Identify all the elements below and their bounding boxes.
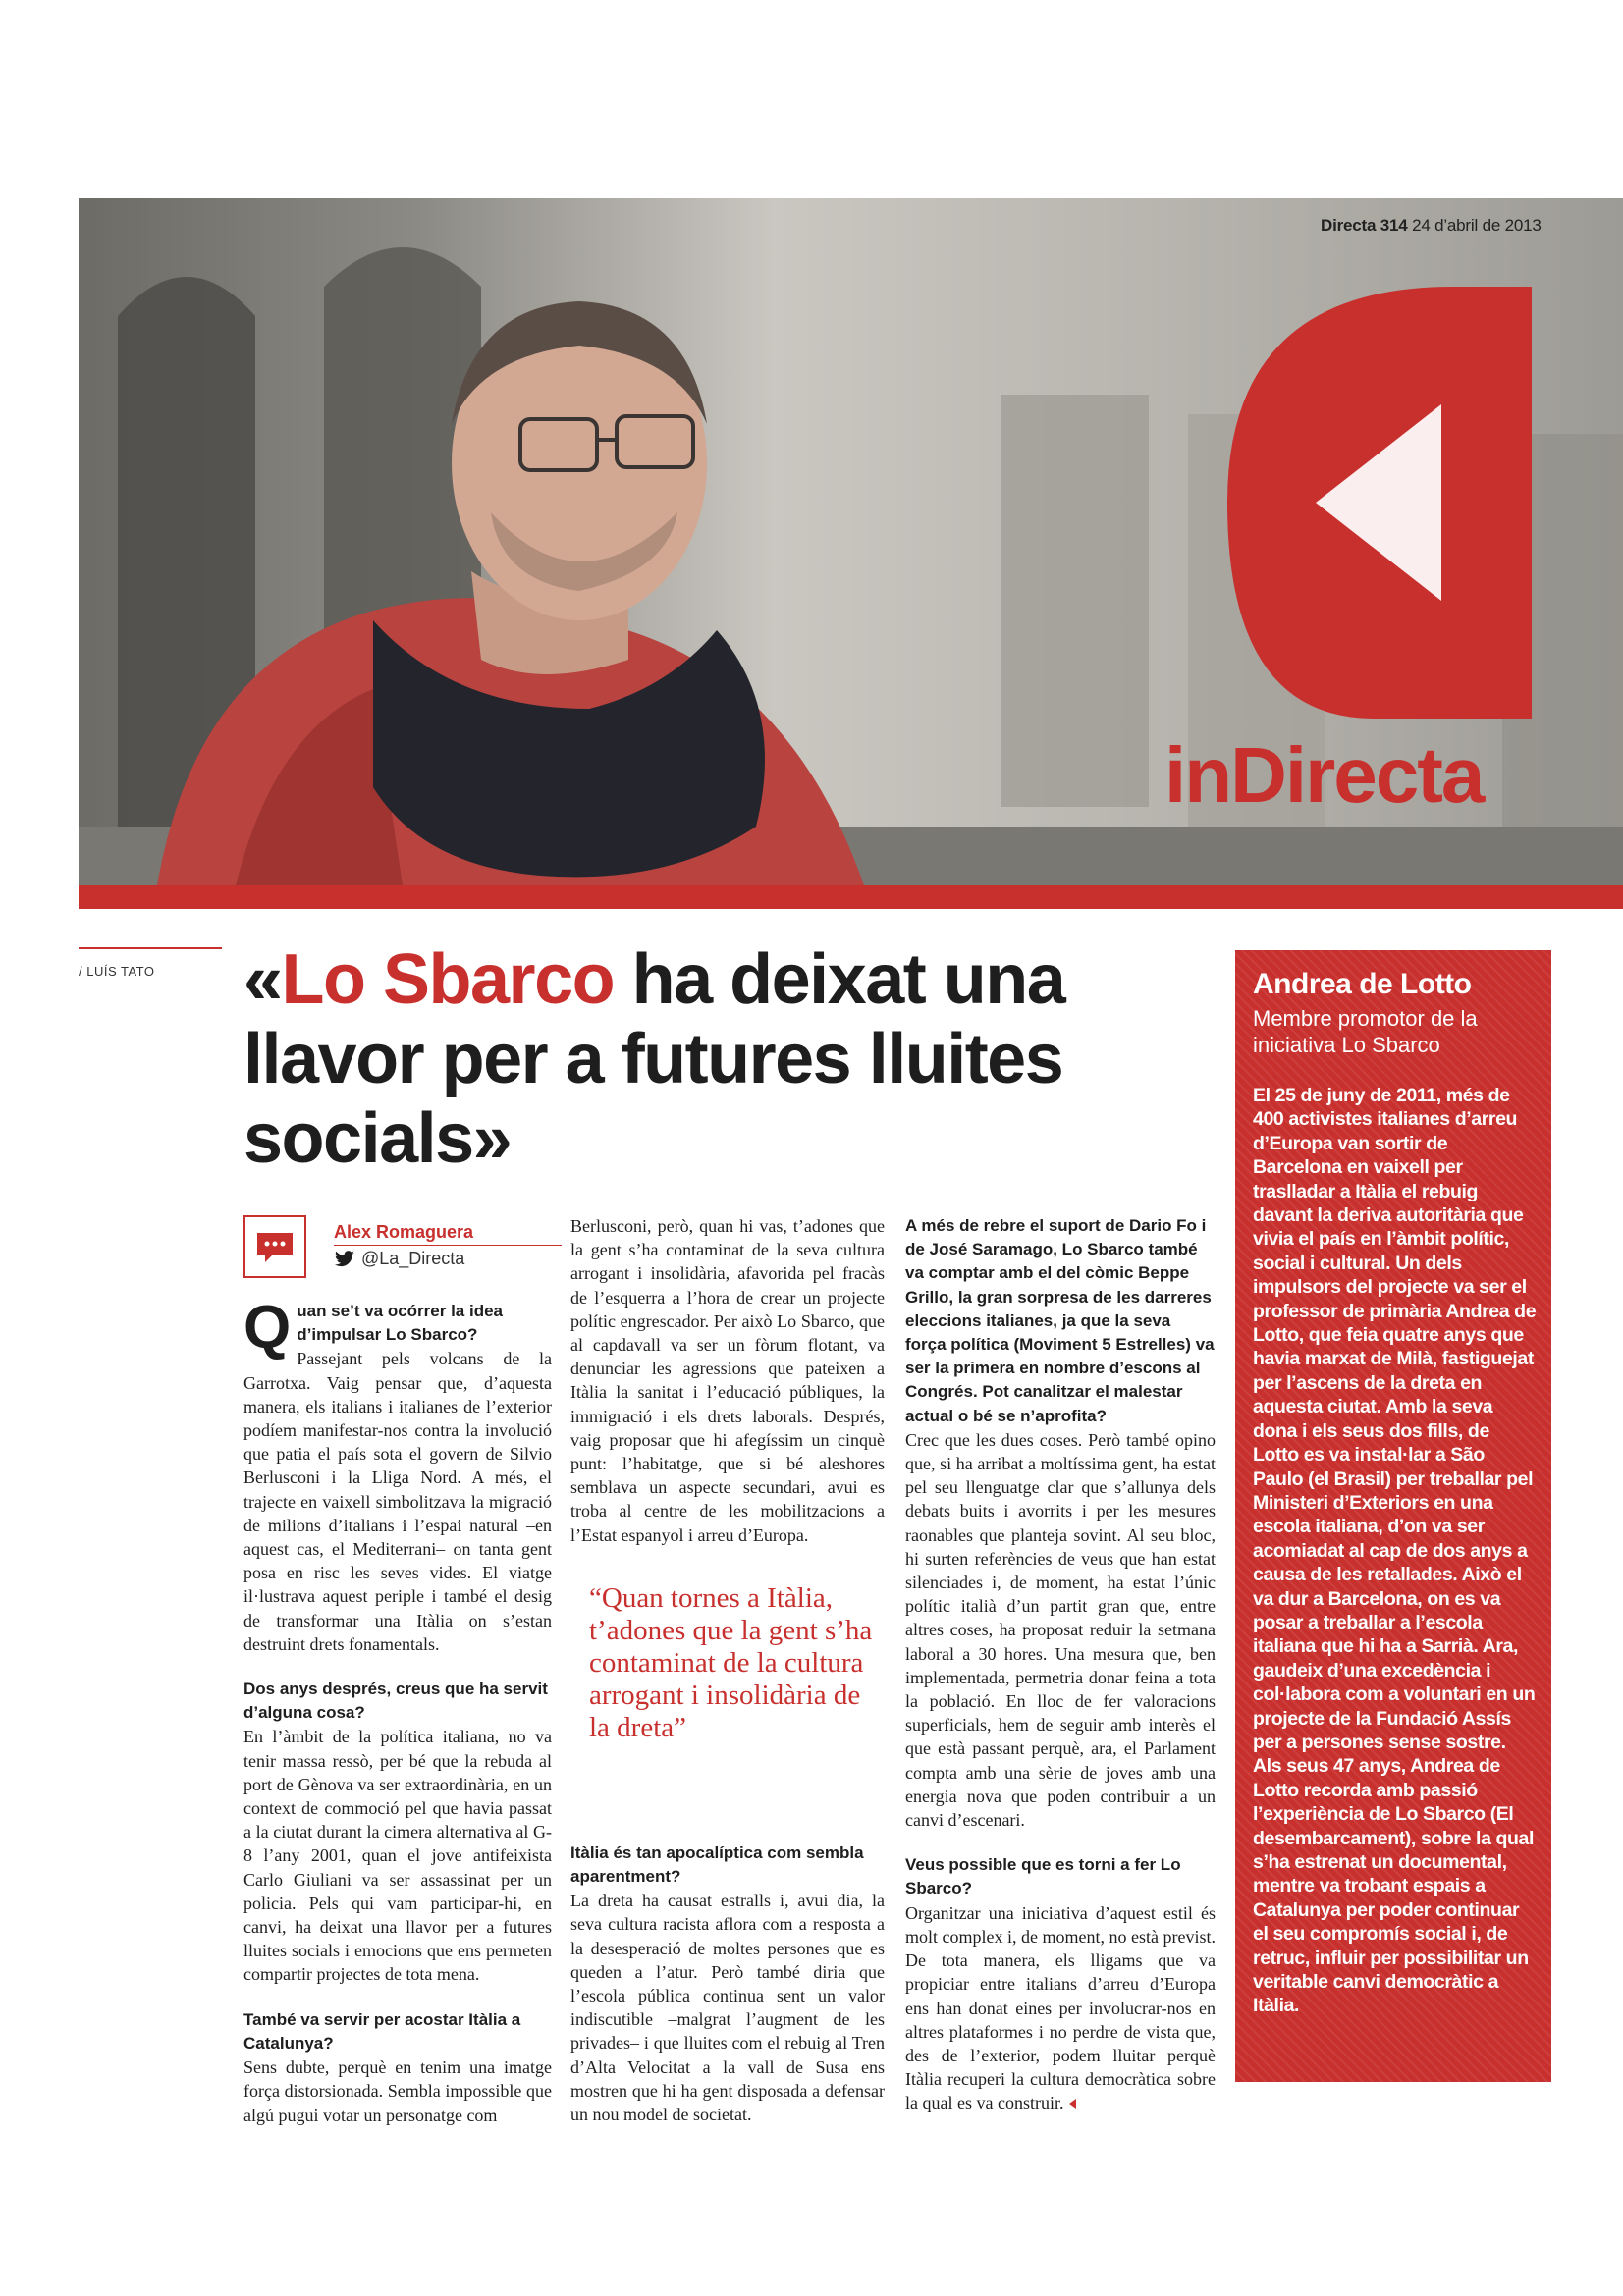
answer-paragraph: Crec que les dues coses. Però també opino que, si ha arribat a moltíssima gent, ha estat pel seu llenguatge clar que s’allunya dels debats buits i avorrits i per les mesures raonables que planteja sovint. Al seu bloc, hi surten referències de veus que han estat silenciades i, de moment, ha estat l’únic polític italià d’un partit gran que, entre altres coses, ha proposat reduir la setmana laboral a 30 hores. Una mesura que, ben implementada, permetria donar feina a tota la població. En lloc de fer valoracions superficials, hem de seguir amb interès el que està passant perquè, ara, el Parlament compta amb una sèrie de joves amb una energia nova que poden contribuir a un canvi d’escenari. bbox=[905, 1429, 1216, 1831]
twitter-bird-icon bbox=[334, 1251, 355, 1268]
headline bbox=[243, 940, 1216, 1179]
interview-question: Dos anys després, creus que ha servit d’alguna cosa? bbox=[243, 1680, 548, 1723]
author-name: Alex Romaguera bbox=[334, 1222, 474, 1242]
sidebar-role: Membre promotor de la iniciativa Lo Sbarco bbox=[1253, 1006, 1478, 1057]
pull-quote: “Quan tornes a Itàlia, t’adones que la gent s’ha contaminat de la cultura arrogant i insolidària de la dreta” bbox=[589, 1582, 873, 1743]
interview-question: Veus possible que es torni a fer Lo Sbarco? bbox=[905, 1855, 1181, 1898]
answer-paragraph: Berlusconi, però, quan hi vas, t’adones que la gent s’ha contaminat de la seva cultura arrogant i insolidària, afavorida pel fracàs de l’esquerra a l’hora de crear un projecte polític engrescador. Per això Lo Sbarco, que al capdavall va ser un fòrum flotant, va denunciar les agressions que pateixen a Itàlia la sanitat i l’educació públiques, la immigració i els drets laborals. Després, vaig proposar que hi afegíssim un cinquè punt: l’habitatge, que si bé aleshores semblava un aspecte secundari, avui es troba al centre de les mobilitzacions a l’Estat espanyol i arreu d’Europa. bbox=[570, 1216, 885, 1545]
end-mark-icon bbox=[1069, 2099, 1076, 2109]
profile-sidebar bbox=[1235, 950, 1551, 2082]
answer-paragraph bbox=[905, 1901, 1216, 2115]
author-rule bbox=[334, 1245, 562, 1246]
answer-paragraph: En l’àmbit de la política italiana, no va tenir massa ressò, per bé que la rebuda al port de Gènova va ser extraordinària, en un context de commoció pel que havia passat a la ciutat durant la cimera alternativa al G-8 l’any 2001, quan el jove antifeixista Carlo Giuliani va ser assassinat per un policia. Pels qui vam participar-hi, en canvi, ha deixat una llavor per a futures lluites socials i emocions que ens permeten compartir projectes de tota mena. bbox=[243, 1727, 552, 1985]
answer-paragraph: La dreta ha causat estralls i, avui dia, la seva cultura racista aflora com a resposta a la desesperació de moltes persones que es queden a l’atur. Però també diria que l’escola pública continua sent un valor indiscutible –malgrat l’augment de les privades– i que lluites com el rebuig al Tren d’Alta Velocitat a la vall de Susa ens mostren que hi ha gent disposada a defensar un nou model de societat. bbox=[570, 1891, 885, 2125]
article-column-3 bbox=[905, 1214, 1216, 2115]
credit-rule bbox=[79, 947, 222, 949]
photo-credit: / LUÍS TATO bbox=[79, 964, 155, 979]
article-column-1 bbox=[243, 1294, 552, 2127]
issue-number: Directa 314 bbox=[1321, 216, 1408, 235]
answer-paragraph: Sens dubte, perquè en tenim una imatge força distorsionada. Sembla impossible que algú pugui votar un personatge com bbox=[243, 2057, 552, 2125]
headline-rest: ha deixat una llavor per a futures lluites socials» bbox=[243, 940, 1065, 1178]
answer-paragraph: Passejant pels volcans de la Garrotxa. Vaig pensar que, d’aquesta manera, els italians i italianes de l’exterior podíem manifestar-nos contra la involució que patia el país sota el govern de Silvio Berlusconi i la Lliga Nord. A més, el trajecte en vaixell simbolitzava la migració de milions d’italians i l’espai natural –en aquest cas, el Mediterrani– on tanta gent posa en risc les seves vides. El viatge il·lustrava aquest periple i també el desig de transformar una Itàlia on s’estan destruint drets fonamentals. bbox=[243, 1349, 552, 1654]
interview-question: A més de rebre el suport de Dario Fo i de José Saramago, Lo Sbarco també va comptar amb el del còmic Beppe Grillo, la gran sorpresa de les darreres eleccions italianes, ja que la seva força política (Moviment 5 Estrelles) va ser la primera en nombre d’escons al Congrés. Pot canalitzar el malestar actual o bé se n’aprofita? bbox=[905, 1216, 1215, 1425]
sidebar-name: Andrea de Lotto bbox=[1253, 968, 1472, 1000]
intro-question bbox=[243, 1294, 552, 1362]
hero-red-strip bbox=[79, 885, 1623, 909]
intro-question-text: uan se’t va ocórrer la idea d’impulsar Lo Sbarco? bbox=[297, 1302, 503, 1345]
drop-cap: Q bbox=[243, 1294, 292, 1362]
author-twitter[interactable] bbox=[334, 1249, 464, 1269]
final-answer-text: Organitzar una iniciativa d’aquest estil és molt complex i, de moment, no està previst. De tota manera, els lligams que va propiciar entre italians d’arreu d’Europa ens han donat eines per involucrar-nos en altres plataformes i no perdre de vista que, des de l’exterior, podem lluitar perquè Itàlia recuperi la cultura democràtica sobre la qual es va construir. bbox=[905, 1902, 1216, 2113]
directa-logo-icon bbox=[1227, 287, 1532, 719]
interview-question: També va servir per acostar Itàlia a Catalunya? bbox=[243, 2009, 521, 2053]
interview-question: Itàlia és tan apocalíptica com sembla aparentment? bbox=[570, 1842, 864, 1887]
headline-open-quote: « bbox=[243, 940, 282, 1019]
headline-highlight: Lo Sbarco bbox=[281, 940, 615, 1019]
sidebar-body: El 25 de juny de 2011, més de 400 activistes italianes d’arreu d’Europa van sortir de Barcelona en vaixell per traslladar a Itàlia el rebuig davant la deriva autoritària que vivia el país en l’àmbit polític, social i cultural. Un dels impulsors del projecte va ser el professor de primària Andrea de Lotto, que feia quatre anys que havia marxat de Milà, fastiguejat per l’ascens de la dreta en aquesta ciutat. Amb la seva dona i els seus dos fills, de Lotto es va instal·lar a São Paulo (el Brasil) per treballar pel Ministeri d’Exteriors en una escola italiana, d’on va ser acomiadat al cap de dos anys a causa de les retallades. Això el va dur a Barcelona, on es va posar a treballar a l’escola italiana que hi ha a Sarrià. Ara, gaudeix d’una excedència i col·labora com a voluntari en un projecte de la Fundació Assís per a persones sense sostre. Als seus 47 anys, Andrea de Lotto recorda amb passió l’experiència de Lo Sbarco (El desembarcament), sobre la qual s’ha estrenat un documental, mentre va trobant espais a Catalunya per poder continuar el seu compromís social i, de retruc, influir per possibilitar un veritable canvi democràtic a Itàlia. bbox=[1253, 1085, 1537, 2017]
author-handle-text: @La_Directa bbox=[361, 1249, 465, 1268]
issue-date: 24 d’abril de 2013 bbox=[1412, 216, 1542, 235]
issue-info bbox=[1321, 216, 1542, 236]
section-brand: inDirecta bbox=[1164, 731, 1484, 819]
comment-icon bbox=[243, 1215, 306, 1278]
